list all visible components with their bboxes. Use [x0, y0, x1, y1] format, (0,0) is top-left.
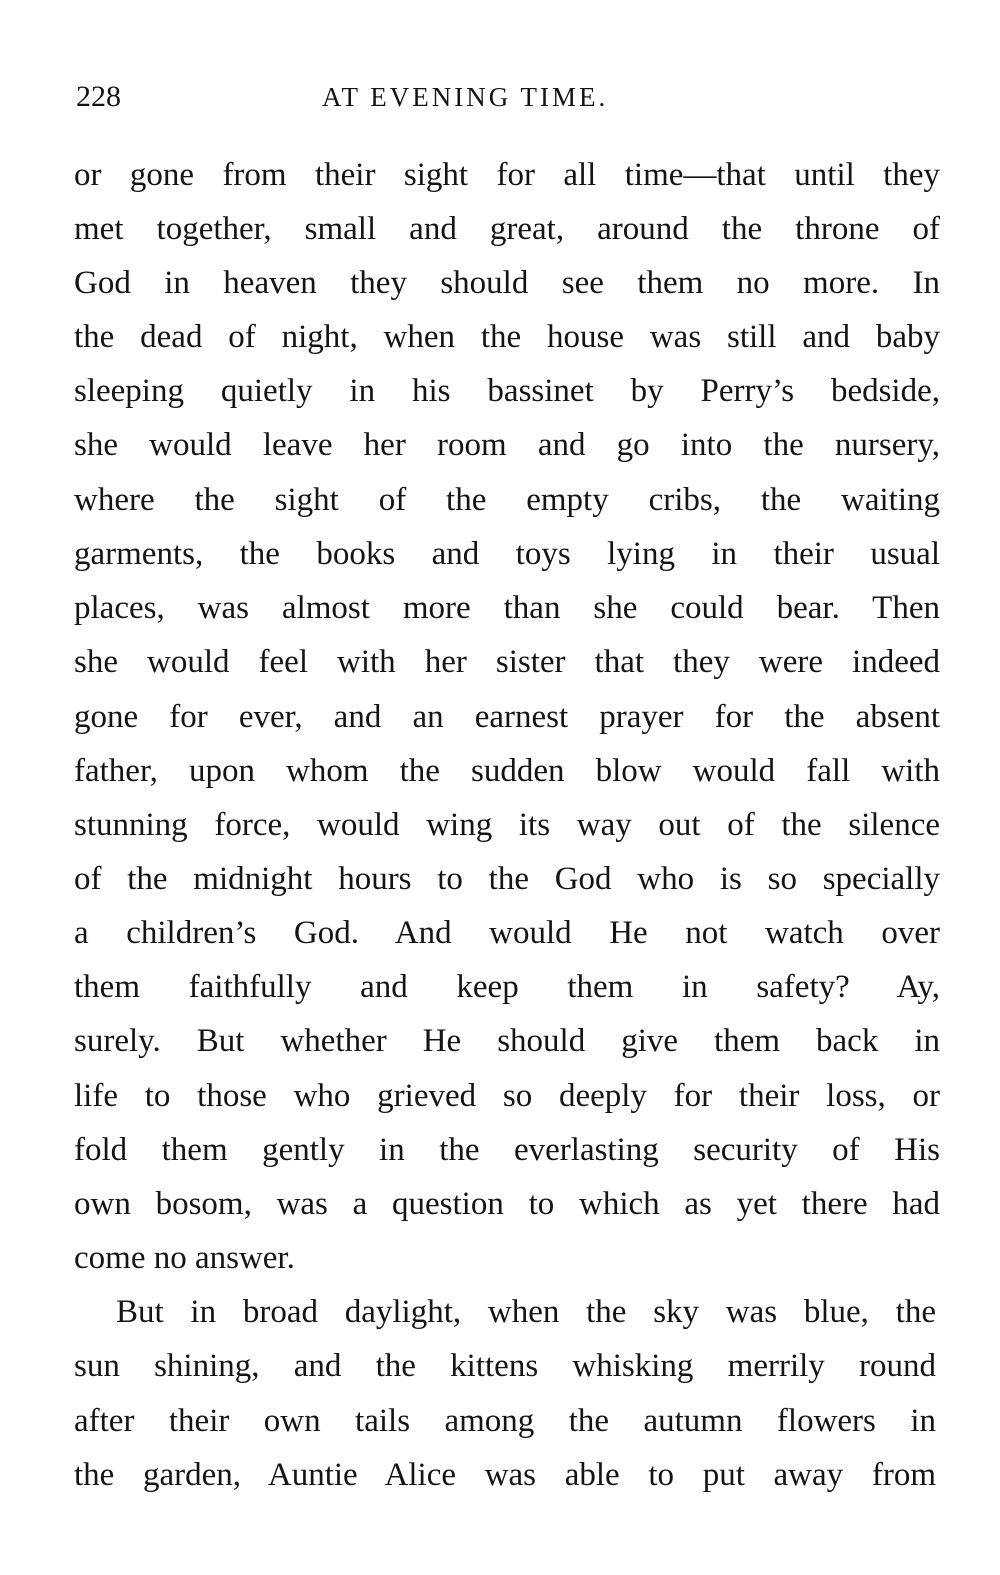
text-line: come no answer. — [74, 1240, 295, 1276]
text-line: stunning force, would wing its way out of the silence — [74, 807, 940, 843]
text-line: where the sight of the empty cribs, the waiting — [74, 482, 940, 518]
running-title: AT EVENING TIME. — [322, 82, 609, 112]
text-line: But in broad daylight, when the sky was blue, the — [116, 1294, 936, 1330]
text-line: own bosom, was a question to which as yet there had — [74, 1186, 940, 1222]
text-line: places, was almost more than she could bear. Then — [74, 590, 940, 626]
text-line: after their own tails among the autumn flowers in — [74, 1403, 936, 1439]
text-line: garments, the books and toys lying in their usual — [74, 536, 940, 572]
text-line: fold them gently in the everlasting security of His — [74, 1132, 940, 1168]
text-line: sun shining, and the kittens whisking merrily round — [74, 1348, 936, 1384]
text-line: she would feel with her sister that they were indeed — [74, 644, 940, 680]
text-line: sleeping quietly in his bassinet by Perry’s bedside, — [74, 373, 940, 409]
text-line: the dead of night, when the house was still and baby — [74, 319, 940, 355]
text-line: gone for ever, and an earnest prayer for the absent — [74, 699, 940, 735]
text-line: life to those who grieved so deeply for their loss, or — [74, 1078, 940, 1114]
text-line: she would leave her room and go into the nursery, — [74, 427, 940, 463]
text-line: or gone from their sight for all time—that until they — [74, 157, 940, 193]
text-line: father, upon whom the sudden blow would fall with — [74, 753, 940, 789]
text-line: surely. But whether He should give them back in — [74, 1023, 940, 1059]
text-line: God in heaven they should see them no more. In — [74, 265, 940, 301]
page-number: 228 — [76, 80, 121, 113]
text-line: met together, small and great, around the throne of — [74, 211, 940, 247]
text-line: them faithfully and keep them in safety? Ay, — [74, 969, 940, 1005]
text-line: of the midnight hours to the God who is so specially — [74, 861, 940, 897]
text-line: the garden, Auntie Alice was able to put away from — [74, 1457, 936, 1493]
text-line: a children’s God. And would He not watch over — [74, 915, 940, 951]
